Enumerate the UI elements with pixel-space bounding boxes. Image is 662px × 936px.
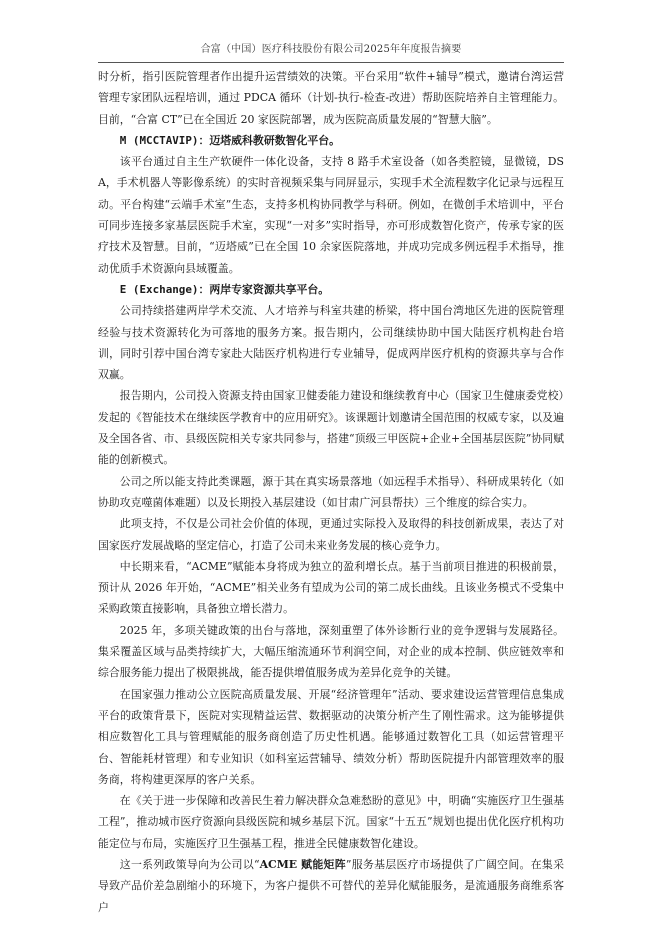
paragraph-acme-matrix-post: ”服务基层医疗市场提供了广阔空间。在集采导致产品价差急剧缩小的环境下，为客户提供不可替代的差异化赋能服务，是流通服务商维系客户 bbox=[98, 857, 564, 914]
paragraph-mcctavip: 该平台通过自主生产软硬件一体化设备，支持 8 路手术室设备（如各类腔镜，显微镜，DSA，手术机器人等影像系统）的实时音视频采集与同屏显示，实现手术全流程数字化记录与远程互动。平台构建“云端手术室”生态，支持多机构协同教学与科研。例如，在微创手术培训中，平台可同步连接多家基层医院手术室，实现“一对多”实时指导，亦可形成数智化资产，传承专家的医疗技术及智慧。目前，“迈塔威”已在全国 10 余家医院落地，并成功完成多例远程手术指导，推动优质手术资源向县域覆盖。 bbox=[98, 155, 564, 275]
paragraph-exchange: 公司持续搭建两岸学术交流、人才培养与科室共建的桥梁，将中国台湾地区先进的医院管理经验与技术资源转化为可落地的服务方案。报告期内，公司继续协助中国大陆医疗机构赴台培训，同时引荐中国台湾专家赴大陆医疗机构进行专业辅导，促成两岸医疗机构的资源共享与合作双赢。 bbox=[98, 304, 564, 382]
paragraph-research-support: 报告期内，公司投入资源支持由国家卫健委能力建设和继续教育中心（国家卫生健康委党校）发起的《智能技术在继续医学教育中的应用研究》。该课题计划邀请全国范围的权威专家，以及遍及全国各省、市、县级医院相关专家共同参与，搭建“顶级三甲医院+企业+全国基层医院”协同赋能的创新模式。 bbox=[98, 389, 564, 467]
paragraph-acme-matrix-pre: 这一系列政策导向为公司以“ bbox=[119, 857, 260, 871]
paragraph-acme-matrix bbox=[98, 854, 564, 918]
document-body bbox=[98, 66, 564, 918]
section-heading-exchange: E (Exchange)：两岸专家资源共享平台。 bbox=[119, 282, 330, 296]
paragraph-continued: 时分析，指引医院管理者作出提升运营绩效的决策。平台采用“软件+辅导”模式，邀请台湾运营管理专家团队远程培训，通过 PDCA 循环（计划-执行-检查-改进）帮助医院培养自主管理能力。目前，“合富 CT”已在全国近 20 家医院部署，成为医院高质量发展的“智慧大脑”。 bbox=[98, 70, 564, 126]
paragraph-grassroots-policy: 在《关于进一步保障和改善民生着力解决群众急难愁盼的意见》中，明确“实施医疗卫生强基工程”，推动城市医疗资源向县级医院和城乡基层下沉。国家“十五五”规划也提出优化医疗机构功能定位与布局，实施医疗卫生强基工程，推进全民健康数智化建设。 bbox=[98, 794, 564, 850]
section-heading-mcctavip: M (MCCTAVIP)：迈塔威科教研数智化平台。 bbox=[119, 133, 341, 147]
paragraph-policy-2025: 2025 年，多项关键政策的出台与落地，深刻重塑了体外诊断行业的竞争逻辑与发展路径。集采覆盖区域与品类持续扩大，大幅压缩流通环节利润空间，对企业的成本控制、供应链效率和综合服务能力提出了极限挑战，能否提供增值服务成为差异化竞争的关键。 bbox=[98, 623, 564, 680]
paragraph-hospital-development: 在国家强力推动公立医院高质量发展、开展“经济管理年”活动、要求建设运营管理信息集成平台的政策背景下，医院对实现精益运营、数据驱动的决策分析产生了刚性需求。这为能够提供相应数智化工具与管理赋能的服务商创造了历史性机遇。能够通过数智化工具（如运营管理平台、智能耗材管理）和专业知识（如科室运营辅导、绩效分析）帮助医院提升内部管理效率的服务商，将构建更深厚的客户关系。 bbox=[98, 687, 564, 786]
paragraph-social-value: 此项支持，不仅是公司社会价值的体现，更通过实际投入及取得的科技创新成果，表达了对国家医疗发展战略的坚定信心，打造了公司未来业务发展的核心竞争力。 bbox=[98, 517, 564, 552]
paragraph-acme-outlook: 中长期来看，“ACME”赋能本身将成为独立的盈利增长点。基于当前项目推进的积极前景，预计从 2026 年开始，“ACME”相关业务有望成为公司的第二成长曲线。且该业务模式不受集中采购政策直接影响，具备独立增长潜力。 bbox=[98, 559, 564, 616]
page-header: 合富（中国）医疗科技股份有限公司2025年年度报告摘要 bbox=[98, 40, 564, 63]
acme-matrix-emphasis: ACME 赋能矩阵 bbox=[259, 857, 346, 871]
paragraph-capabilities: 公司之所以能支持此类课题，源于其在真实场景落地（如远程手术指导）、科研成果转化（如协助攻克噬菌体难题）以及长期投入基层建设（如甘肃广河县帮扶）三个维度的综合实力。 bbox=[98, 474, 564, 509]
